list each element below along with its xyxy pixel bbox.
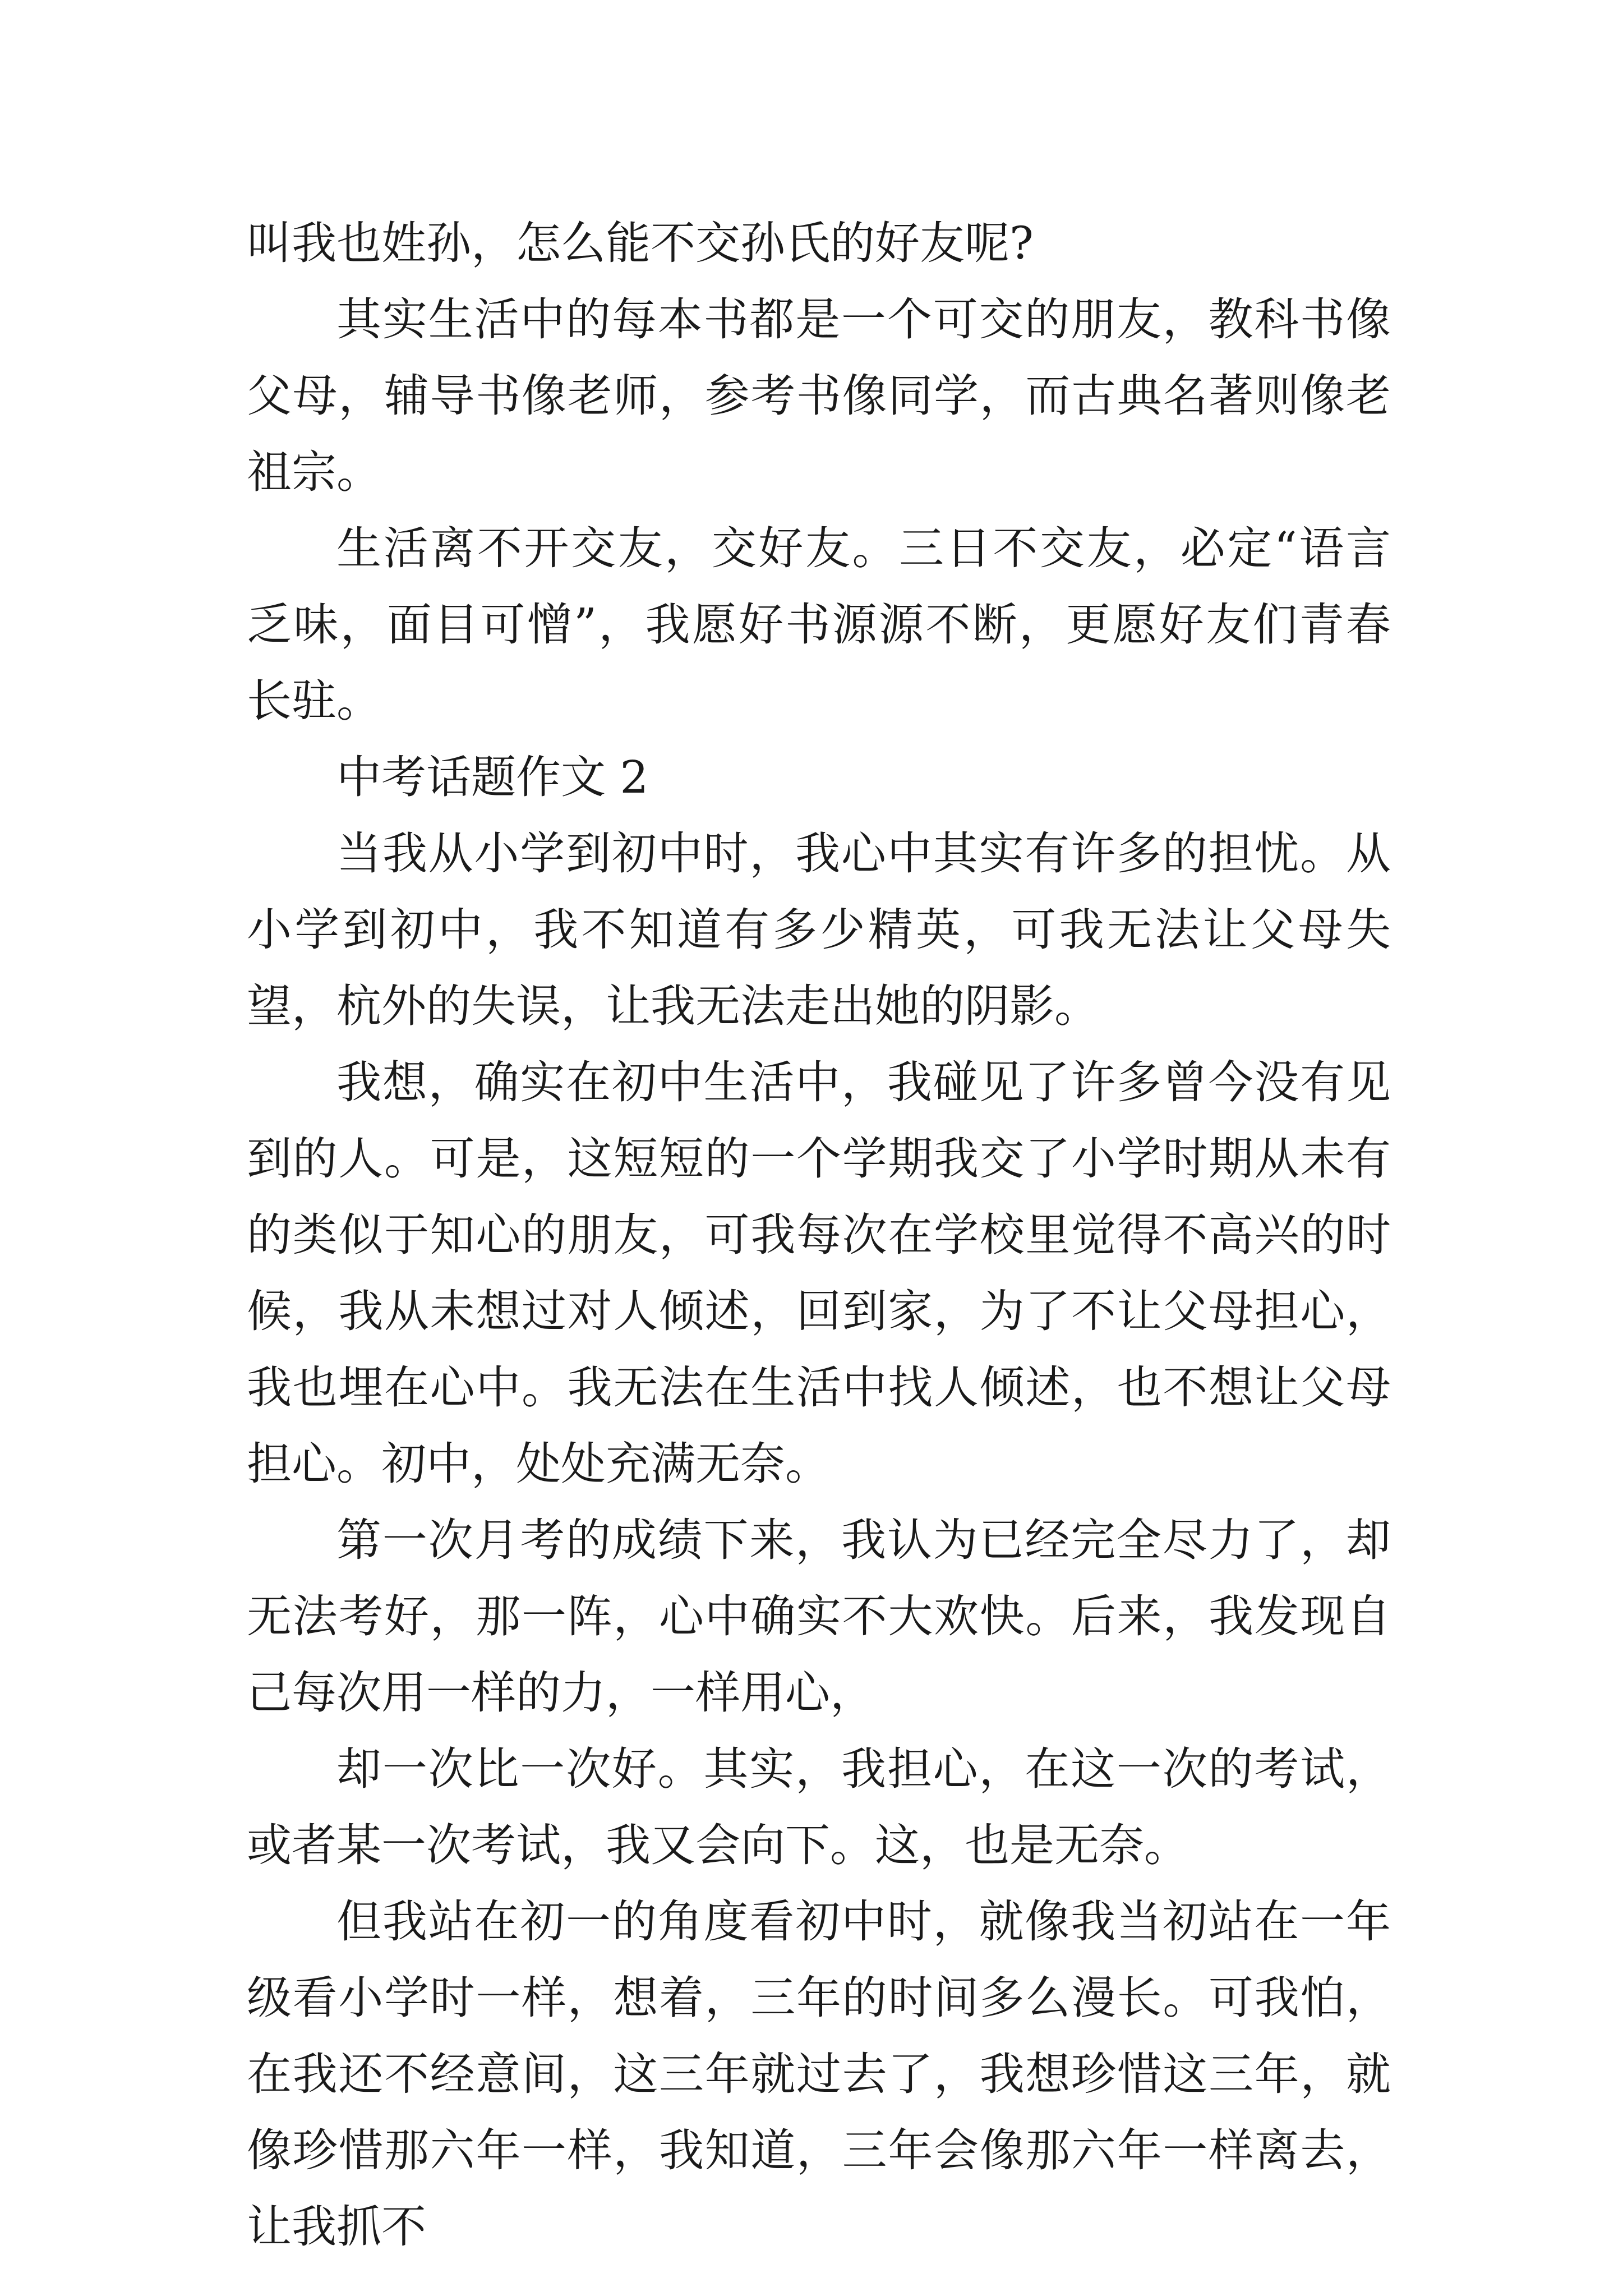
paragraph-continuation: 叫我也姓孙，怎么能不交孙氏的好友呢?: [247, 217, 1034, 269]
paragraph: 当我从小学到初中时，我心中其实有许多的担忧。从小学到初中，我不知道有多少精英，可我无法让父母失望，杭外的失误，让我无法走出她的阴影。: [247, 827, 1391, 1032]
paragraph: 我想，确实在初中生活中，我碰见了许多曾今没有见到的人。可是，这短短的一个学期我交了小学时期从未有的类似于知心的朋友，可我每次在学校里觉得不高兴的时候，我从未想过对人倾述，回到家，为了不让父母担心，我也埋在心中。我无法在生活中找人倾述，也不想让父母担心。初中，处处充满无奈。: [247, 1056, 1391, 1490]
document-body: [247, 205, 1391, 2265]
paragraph: 生活离不开交友，交好友。三日不交友，必定“语言乏味，面目可憎”，我愿好书源源不断，更愿好友们青春长驻。: [247, 522, 1391, 727]
paragraph: 第一次月考的成绩下来，我认为已经完全尽力了，却无法考好，那一阵，心中确实不大欢快。后来，我发现自己每次用一样的力，一样用心，: [247, 1514, 1391, 1719]
paragraph: 但我站在初一的角度看初中时，就像我当初站在一年级看小学时一样，想着，三年的时间多么漫长。可我怕，在我还不经意间，这三年就过去了，我想珍惜这三年，就像珍惜那六年一样，我知道，三年会像那六年一样离去，让我抓不: [247, 1895, 1391, 2253]
paragraph: 却一次比一次好。其实，我担心，在这一次的考试，或者某一次考试，我又会向下。这，也是无奈。: [247, 1743, 1391, 1871]
essay-title: 中考话题作文 2: [336, 751, 649, 803]
paragraph: 其实生活中的每本书都是一个可交的朋友，教科书像父母，辅导书像老师，参考书像同学，而古典名著则像老祖宗。: [247, 293, 1391, 498]
